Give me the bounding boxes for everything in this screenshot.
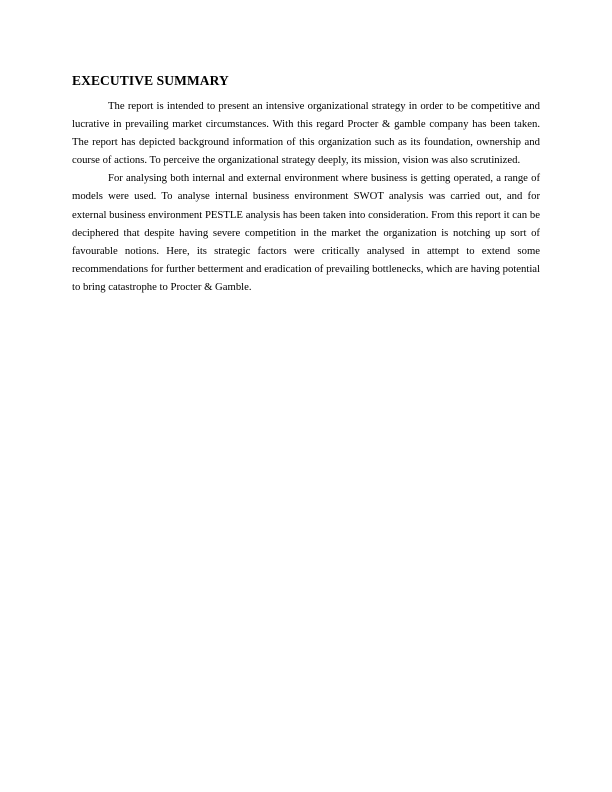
section-heading: EXECUTIVE SUMMARY — [72, 73, 229, 88]
document-body — [72, 72, 540, 296]
paragraph-intro: The report is intended to present an intensive organizational strategy in order to be competitive and lucrative in prevailing market circumstances. With this regard Procter & gamble company has been taken. The report has depicted background information of this organization such as its foundation, ownership and course of actions. To perceive the organizational strategy deeply, its mission, vision was also scrutinized. — [72, 100, 540, 167]
paragraph-analysis: For analysing both internal and external environment where business is getting operated, a range of models were used. To analyse internal business environment SWOT analysis was carried out, and for external business environment PESTLE analysis has been taken into consideration. From this report it can be deciphered that despite having severe competition in the market the organization is notching up sort of favourable notions. Here, its strategic factors were critically analysed in attempt to extend some recommendations for further betterment and eradication of prevailing bottlenecks, which are having potential to bring catastrophe to Procter & Gamble. — [72, 172, 540, 293]
